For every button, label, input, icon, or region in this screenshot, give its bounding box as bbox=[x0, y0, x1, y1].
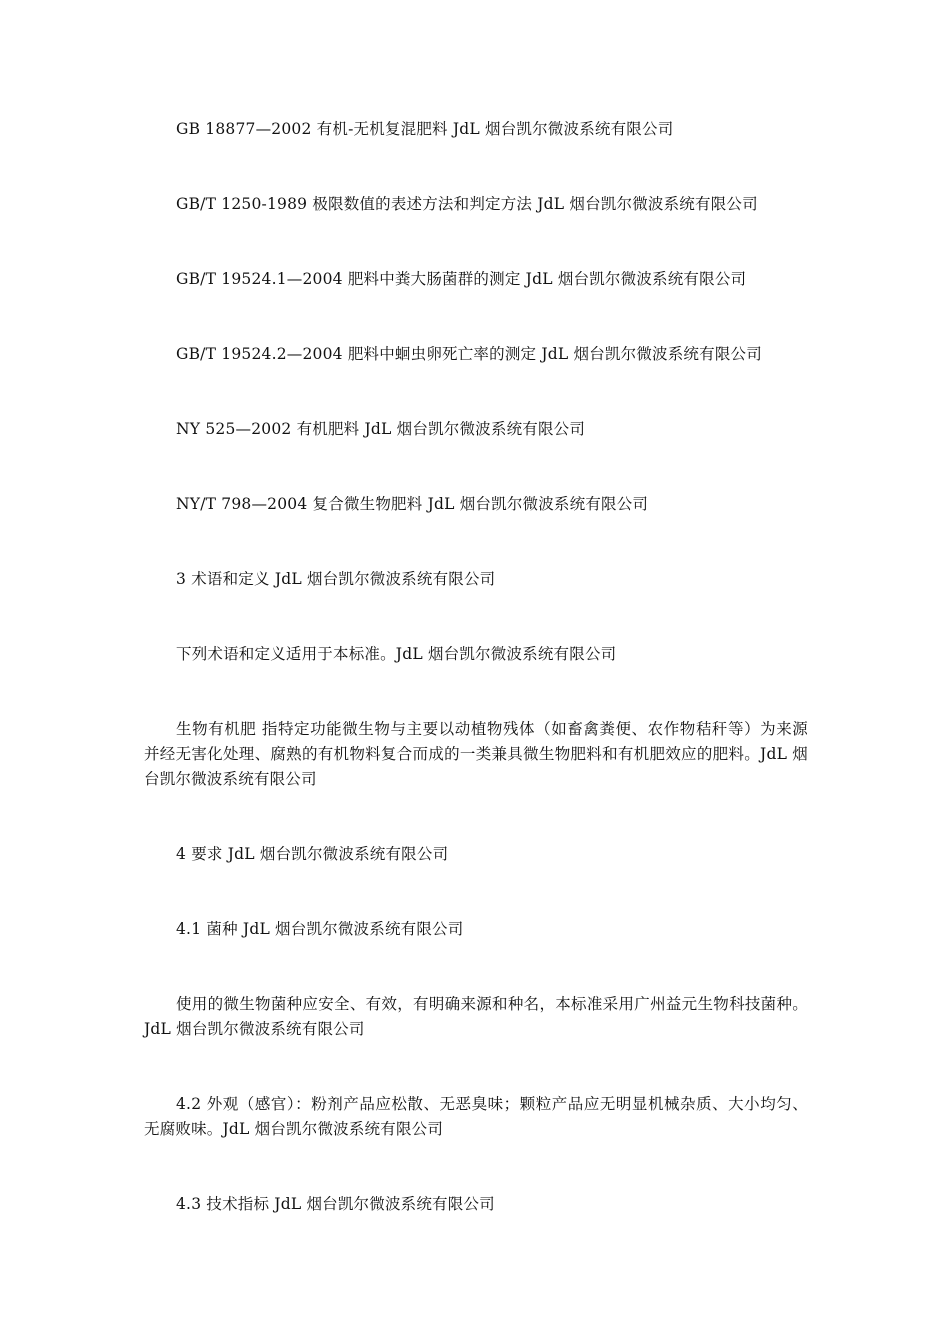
reference-gbt-1250: GB/T 1250-1989 极限数值的表述方法和判定方法 JdL 烟台凯尔微波系统有限公司 bbox=[176, 195, 758, 213]
terms-intro-paragraph: 下列术语和定义适用于本标准。JdL 烟台凯尔微波系统有限公司 bbox=[176, 645, 617, 663]
reference-gbt-19524-1: GB/T 19524.1—2004 肥料中粪大肠菌群的测定 JdL 烟台凯尔微波系统有限公司 bbox=[176, 270, 747, 288]
section-heading-3: 3 术语和定义 JdL 烟台凯尔微波系统有限公司 bbox=[176, 570, 496, 588]
reference-nyt-798: NY/T 798—2004 复合微生物肥料 JdL 烟台凯尔微波系统有限公司 bbox=[176, 495, 649, 513]
definition-paragraph: 生物有机肥 指特定功能微生物与主要以动植物残体（如畜禽粪便、农作物秸秆等）为来源并经无害化处理、腐熟的有机物料复合而成的一类兼具微生物肥料和有机肥效应的肥料。JdL 烟台凯尔微波系统有限公司 bbox=[144, 720, 808, 788]
reference-gbt-19524-2: GB/T 19524.2—2004 肥料中蛔虫卵死亡率的测定 JdL 烟台凯尔微波系统有限公司 bbox=[176, 345, 762, 363]
section-heading-4-1: 4.1 菌种 JdL 烟台凯尔微波系统有限公司 bbox=[176, 920, 464, 938]
appearance-paragraph: 4.2 外观（感官）：粉剂产品应松散、无恶臭味；颗粒产品应无明显机械杂质、大小均匀、无腐败味。JdL 烟台凯尔微波系统有限公司 bbox=[144, 1095, 808, 1138]
section-heading-4: 4 要求 JdL 烟台凯尔微波系统有限公司 bbox=[176, 845, 449, 863]
reference-gb-18877: GB 18877—2002 有机-无机复混肥料 JdL 烟台凯尔微波系统有限公司 bbox=[176, 120, 674, 138]
section-heading-4-3: 4.3 技术指标 JdL 烟台凯尔微波系统有限公司 bbox=[176, 1195, 495, 1213]
strain-paragraph: 使用的微生物菌种应安全、有效，有明确来源和种名，本标准采用广州益元生物科技菌种。JdL 烟台凯尔微波系统有限公司 bbox=[144, 995, 808, 1038]
reference-ny-525: NY 525—2002 有机肥料 JdL 烟台凯尔微波系统有限公司 bbox=[176, 420, 586, 438]
